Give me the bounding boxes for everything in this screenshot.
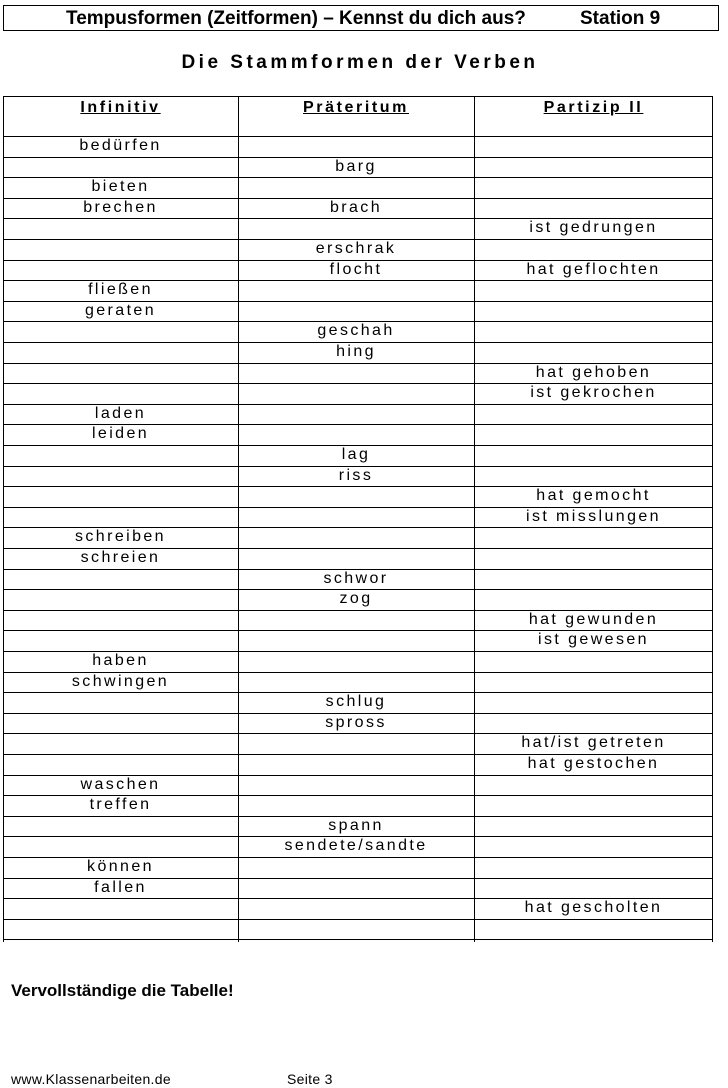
infinitiv-cell[interactable]	[3, 260, 238, 281]
partizip-cell[interactable]	[474, 878, 713, 899]
infinitiv-cell[interactable]	[3, 383, 238, 404]
infinitiv-cell[interactable]	[3, 692, 238, 713]
infinitiv-cell: haben	[92, 652, 149, 669]
infinitiv-cell[interactable]	[3, 157, 238, 178]
table-row	[3, 878, 713, 899]
header-partizip: Partizip II	[543, 99, 644, 116]
partizip-cell[interactable]	[474, 672, 713, 693]
partizip-cell[interactable]	[474, 239, 713, 260]
praeteritum-cell: hing	[336, 343, 376, 360]
praeteritum-cell[interactable]	[238, 301, 474, 322]
praeteritum-cell: geschah	[317, 322, 395, 340]
partizip-cell: ist misslungen	[526, 507, 661, 525]
infinitiv-cell[interactable]	[3, 713, 238, 734]
partizip-cell[interactable]	[474, 816, 713, 837]
partizip-cell[interactable]	[474, 445, 713, 466]
partizip-cell[interactable]	[474, 569, 713, 590]
partizip-cell: ist gekrochen	[530, 384, 657, 402]
praeteritum-cell[interactable]	[238, 630, 474, 651]
infinitiv-cell[interactable]	[3, 610, 238, 631]
praeteritum-cell: sendete/sandte	[284, 837, 428, 855]
infinitiv-cell[interactable]	[3, 218, 238, 239]
table-row	[3, 548, 713, 569]
station-label: Station 9	[580, 8, 661, 29]
partizip-cell[interactable]	[474, 651, 713, 672]
page-subtitle: Die Stammformen der Verben	[181, 52, 539, 73]
praeteritum-cell[interactable]	[238, 404, 474, 425]
partizip-cell[interactable]	[474, 857, 713, 878]
verb-forms-table	[3, 96, 713, 942]
praeteritum-cell[interactable]	[238, 280, 474, 301]
infinitiv-cell[interactable]	[3, 733, 238, 754]
partizip-cell[interactable]	[474, 301, 713, 322]
praeteritum-cell: schlug	[325, 693, 387, 711]
infinitiv-cell: schwingen	[71, 672, 170, 690]
table-row	[3, 383, 713, 404]
praeteritum-cell[interactable]	[238, 486, 474, 507]
partizip-cell[interactable]	[474, 713, 713, 734]
partizip-cell[interactable]	[474, 157, 713, 178]
table-row	[3, 363, 713, 384]
praeteritum-cell: erschrak	[315, 240, 397, 257]
infinitiv-cell: fallen	[94, 878, 147, 896]
table-row	[3, 589, 713, 610]
header-infinitiv: Infinitiv	[80, 99, 161, 116]
infinitiv-cell: bieten	[91, 178, 150, 196]
praeteritum-cell: spann	[328, 816, 384, 834]
infinitiv-cell[interactable]	[3, 466, 238, 487]
partizip-cell[interactable]	[474, 466, 713, 487]
partizip-cell: ist gewesen	[538, 631, 649, 649]
table-row	[3, 424, 713, 445]
infinitiv-cell[interactable]	[3, 321, 238, 342]
infinitiv-cell: waschen	[80, 775, 161, 793]
infinitiv-cell[interactable]	[3, 239, 238, 260]
praeteritum-cell[interactable]	[238, 857, 474, 878]
partizip-cell: hat gehoben	[535, 363, 652, 381]
table-row	[3, 177, 713, 198]
partizip-cell[interactable]	[474, 795, 713, 816]
table-row	[3, 610, 713, 631]
praeteritum-cell[interactable]	[238, 507, 474, 528]
table-row	[3, 919, 713, 940]
partizip-cell[interactable]	[474, 424, 713, 445]
table-row	[3, 754, 713, 775]
praeteritum-cell: flocht	[329, 260, 383, 278]
praeteritum-cell: schwor	[323, 569, 389, 587]
partizip-cell[interactable]	[474, 692, 713, 713]
table-row	[3, 507, 713, 528]
table-row	[3, 239, 713, 260]
table-row	[3, 157, 713, 178]
praeteritum-cell[interactable]	[238, 898, 474, 919]
infinitiv-cell: geraten	[84, 301, 157, 319]
table-row	[3, 198, 713, 219]
praeteritum-cell[interactable]	[238, 136, 474, 157]
table-row	[3, 651, 713, 672]
table-row	[3, 692, 713, 713]
praeteritum-cell: riss	[338, 466, 374, 484]
infinitiv-cell[interactable]	[3, 507, 238, 528]
infinitiv-cell: brechen	[83, 198, 158, 216]
praeteritum-cell: zog	[339, 590, 373, 608]
praeteritum-cell[interactable]	[238, 548, 474, 569]
praeteritum-cell: lag	[341, 446, 371, 463]
praeteritum-cell[interactable]	[238, 527, 474, 548]
footer-website: www.Klassenarbeiten.de	[11, 1071, 171, 1087]
table-row-border	[3, 96, 713, 97]
partizip-cell: ist gedrungen	[529, 219, 658, 237]
partizip-cell[interactable]	[474, 342, 713, 363]
infinitiv-cell[interactable]	[3, 445, 238, 466]
table-row	[3, 795, 713, 816]
praeteritum-cell[interactable]	[238, 424, 474, 445]
infinitiv-cell[interactable]	[3, 836, 238, 857]
infinitiv-cell[interactable]	[3, 342, 238, 363]
infinitiv-cell: schreiben	[75, 528, 166, 546]
table-row	[3, 713, 713, 734]
table-row	[3, 672, 713, 693]
table-row-border	[3, 939, 713, 940]
partizip-cell: hat/ist getreten	[521, 734, 666, 752]
infinitiv-cell: treffen	[89, 796, 152, 814]
table-row	[3, 321, 713, 342]
footer-page-number: Seite 3	[287, 1071, 333, 1087]
praeteritum-cell[interactable]	[238, 177, 474, 198]
partizip-cell: hat gewunden	[528, 610, 659, 628]
table-row	[3, 630, 713, 651]
infinitiv-cell[interactable]	[3, 630, 238, 651]
table-row	[3, 898, 713, 919]
infinitiv-cell[interactable]	[3, 589, 238, 610]
partizip-cell[interactable]	[474, 177, 713, 198]
praeteritum-cell[interactable]	[238, 795, 474, 816]
infinitiv-cell: leiden	[91, 425, 150, 443]
infinitiv-cell[interactable]	[3, 486, 238, 507]
infinitiv-cell[interactable]	[3, 569, 238, 590]
table-row	[3, 218, 713, 239]
table-row	[3, 301, 713, 322]
partizip-cell[interactable]	[474, 775, 713, 796]
table-row	[3, 733, 713, 754]
infinitiv-cell[interactable]	[3, 816, 238, 837]
table-row	[3, 569, 713, 590]
table-row	[3, 260, 713, 281]
praeteritum-cell[interactable]	[238, 733, 474, 754]
praeteritum-cell[interactable]	[238, 878, 474, 899]
partizip-cell[interactable]	[474, 527, 713, 548]
table-row	[3, 486, 713, 507]
praeteritum-cell: brach	[329, 198, 383, 216]
praeteritum-cell[interactable]	[238, 363, 474, 384]
partizip-cell: hat gestochen	[527, 755, 660, 772]
partizip-cell[interactable]	[474, 836, 713, 857]
praeteritum-cell[interactable]	[238, 754, 474, 775]
header-box	[3, 5, 719, 31]
partizip-cell[interactable]	[474, 198, 713, 219]
table-row	[3, 775, 713, 796]
praeteritum-cell[interactable]	[238, 383, 474, 404]
partizip-cell: hat gemocht	[536, 487, 651, 505]
table-row	[3, 404, 713, 425]
infinitiv-cell: schreien	[80, 549, 161, 566]
infinitiv-cell: laden	[94, 404, 147, 422]
infinitiv-cell[interactable]	[3, 363, 238, 384]
instruction-text: Vervollständige die Tabelle!	[11, 981, 234, 1000]
header-praeteritum: Präteritum	[302, 99, 410, 116]
worksheet-title: Tempusformen (Zeitformen) – Kennst du dich aus?	[66, 8, 526, 29]
praeteritum-cell: barg	[335, 157, 377, 175]
table-row	[3, 466, 713, 487]
praeteritum-cell[interactable]	[238, 775, 474, 796]
partizip-cell[interactable]	[474, 548, 713, 569]
partizip-cell[interactable]	[474, 136, 713, 157]
partizip-cell[interactable]	[474, 919, 713, 940]
partizip-cell[interactable]	[474, 404, 713, 425]
praeteritum-cell[interactable]	[238, 672, 474, 693]
infinitiv-cell: bedürfen	[79, 137, 162, 154]
praeteritum-cell[interactable]	[238, 218, 474, 239]
partizip-cell: hat gescholten	[524, 899, 663, 917]
praeteritum-cell[interactable]	[238, 610, 474, 631]
table-row	[3, 836, 713, 857]
table-row	[3, 342, 713, 363]
praeteritum-cell: spross	[325, 713, 387, 731]
infinitiv-cell: fließen	[88, 281, 153, 299]
partizip-cell[interactable]	[474, 280, 713, 301]
infinitiv-cell[interactable]	[3, 919, 238, 940]
table-row	[3, 136, 713, 157]
praeteritum-cell[interactable]	[238, 651, 474, 672]
praeteritum-cell[interactable]	[238, 919, 474, 940]
table-row	[3, 445, 713, 466]
partizip-cell: hat geflochten	[526, 260, 661, 278]
infinitiv-cell: können	[87, 858, 154, 875]
table-row	[3, 857, 713, 878]
table-row	[3, 816, 713, 837]
partizip-cell[interactable]	[474, 321, 713, 342]
table-row	[3, 280, 713, 301]
table-row	[3, 527, 713, 548]
infinitiv-cell[interactable]	[3, 754, 238, 775]
partizip-cell[interactable]	[474, 589, 713, 610]
infinitiv-cell[interactable]	[3, 898, 238, 919]
